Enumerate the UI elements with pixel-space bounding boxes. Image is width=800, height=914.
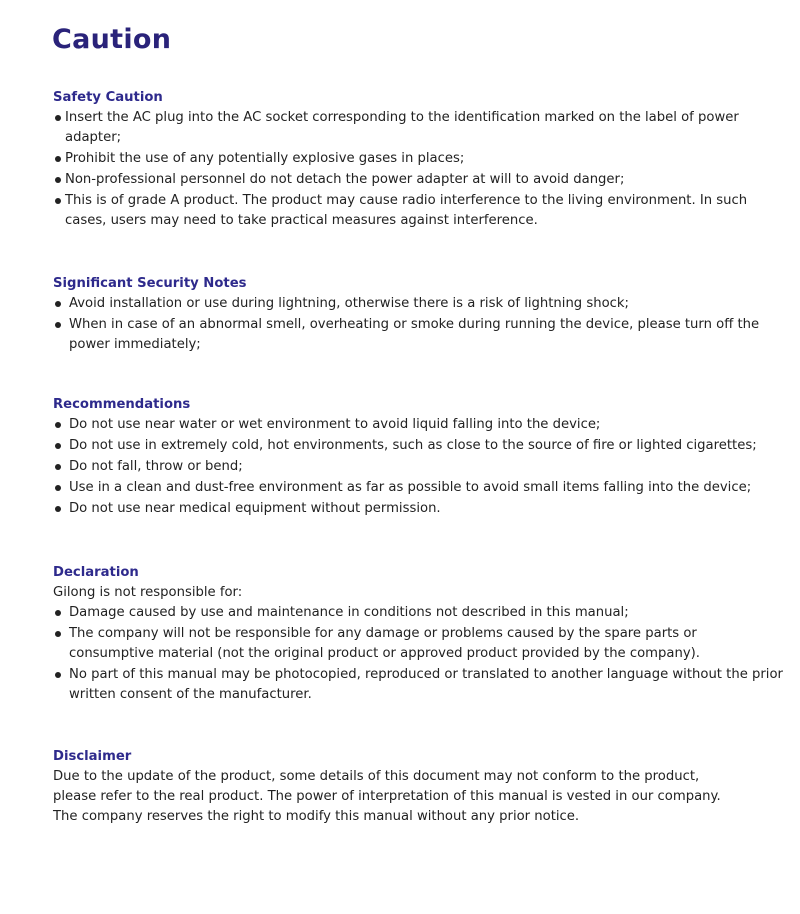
bullet-icon <box>55 156 61 162</box>
list-item <box>53 436 783 456</box>
list-item-text: Do not use in extremely cold, hot environments, such as close to the source of fire or lighted cigarettes; <box>69 438 757 453</box>
bullet-icon <box>55 672 61 678</box>
list-item-text: Do not use near water or wet environment to avoid liquid falling into the device; <box>69 417 601 432</box>
list-item-text: When in case of an abnormal smell, overheating or smoke during running the device, please turn off the power immediately; <box>69 317 760 352</box>
list-item-text: Damage caused by use and maintenance in conditions not described in this manual; <box>69 605 629 620</box>
bullet-icon <box>55 485 61 491</box>
disclaimer-line: The company reserves the right to modify this manual without any prior notice. <box>53 809 580 824</box>
list-item <box>53 149 783 169</box>
list-item <box>53 457 783 477</box>
section-heading: Significant Security Notes <box>53 276 247 291</box>
list-item-text: Non-professional personnel do not detach the power adapter at will to avoid danger; <box>65 172 625 187</box>
bullet-icon <box>55 610 61 616</box>
list-item-text: Do not fall, throw or bend; <box>69 459 243 474</box>
bullet-icon <box>55 198 61 204</box>
bullet-icon <box>55 301 61 307</box>
disclaimer-line: please refer to the real product. The power of interpretation of this manual is vested in our company. <box>53 789 721 804</box>
bullet-icon <box>55 464 61 470</box>
disclaimer-line: Due to the update of the product, some details of this document may not conform to the product, <box>53 769 700 784</box>
list-item <box>53 170 783 190</box>
list-item-text: Use in a clean and dust-free environment as far as possible to avoid small items falling into the device; <box>69 480 752 495</box>
bullet-icon <box>55 631 61 637</box>
list-item-text: This is of grade A product. The product may cause radio interference to the living environment. In such cases, users may need to take practical measures against interference. <box>65 193 748 228</box>
list-item-text: The company will not be responsible for any damage or problems caused by the spare parts or consumptive material (not the original product or approved product provided by the company). <box>69 626 700 661</box>
list-item <box>53 478 783 498</box>
bullet-icon <box>55 115 61 121</box>
list-item-text: No part of this manual may be photocopied, reproduced or translated to another language without the prior written consent of the manufacturer. <box>69 667 783 702</box>
bullet-list <box>53 603 783 705</box>
section-heading: Declaration <box>53 565 139 580</box>
list-item-text: Avoid installation or use during lightning, otherwise there is a risk of lightning shock; <box>69 296 629 311</box>
list-item <box>53 603 783 623</box>
section-heading: Disclaimer <box>53 749 132 764</box>
section-heading: Safety Caution <box>53 90 163 105</box>
section-declaration <box>53 563 783 706</box>
page-title: Caution <box>52 24 172 55</box>
list-item-text: Do not use near medical equipment without permission. <box>69 501 441 516</box>
declaration-intro: Gilong is not responsible for: <box>53 585 243 600</box>
list-item <box>53 624 783 664</box>
section-safety-caution <box>53 88 783 232</box>
bullet-icon <box>55 422 61 428</box>
bullet-icon <box>55 506 61 512</box>
bullet-list <box>53 294 783 355</box>
bullet-icon <box>55 443 61 449</box>
section-recommendations <box>53 395 783 520</box>
list-item <box>53 294 783 314</box>
list-item <box>53 499 783 519</box>
section-disclaimer <box>53 747 783 827</box>
list-item <box>53 191 783 231</box>
list-item-text: Insert the AC plug into the AC socket corresponding to the identification marked on the label of power adapter; <box>65 110 739 145</box>
bullet-list <box>53 415 783 519</box>
section-significant-security-notes <box>53 274 783 356</box>
list-item <box>53 665 783 705</box>
bullet-icon <box>55 177 61 183</box>
list-item-text: Prohibit the use of any potentially explosive gases in places; <box>65 151 465 166</box>
bullet-icon <box>55 322 61 328</box>
list-item <box>53 315 783 355</box>
bullet-list <box>53 108 783 231</box>
list-item <box>53 415 783 435</box>
section-heading: Recommendations <box>53 397 191 412</box>
list-item <box>53 108 783 148</box>
